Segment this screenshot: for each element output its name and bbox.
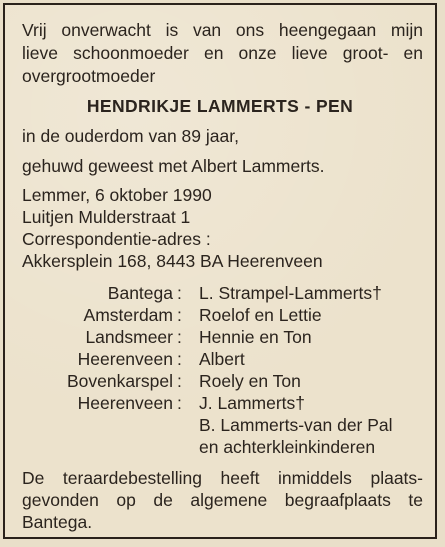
correspondence-label: Correspondentie-adres : bbox=[22, 229, 211, 249]
relative-colon: : bbox=[177, 327, 182, 347]
marriage-text: gehuwd geweest met Albert Lammerts. bbox=[22, 156, 325, 176]
intro-line-1: Vrij onverwacht is van ons heengegaan mijn bbox=[22, 20, 423, 40]
relative-place: Bantega bbox=[107, 283, 173, 303]
relative-colon: : bbox=[177, 349, 182, 369]
age-text: in de ouderdom van 89 jaar, bbox=[22, 126, 239, 146]
relative-row bbox=[5, 414, 435, 436]
intro-line-2: lieve schoonmoeder en onze lieve groot- en bbox=[22, 43, 423, 63]
death-notice bbox=[3, 3, 437, 539]
relative-row bbox=[5, 282, 435, 304]
relative-place: Landsmeer bbox=[85, 327, 173, 347]
relative-row bbox=[5, 348, 435, 370]
relative-names: J. Lammerts† bbox=[199, 393, 305, 413]
relative-names: Albert bbox=[199, 349, 245, 369]
street-address: Luitjen Mulderstraat 1 bbox=[22, 207, 191, 227]
relative-names: Roely en Ton bbox=[199, 371, 301, 391]
intro-line-3: overgrootmoeder bbox=[22, 66, 156, 86]
closing-line-1: De teraardebestelling heeft inmiddels plaats- bbox=[22, 468, 423, 488]
relative-place: Amsterdam bbox=[83, 305, 173, 325]
relative-row bbox=[5, 326, 435, 348]
relative-row bbox=[5, 370, 435, 392]
closing-line-2: gevonden op de algemene begraafplaats te bbox=[22, 490, 423, 510]
relative-row bbox=[5, 304, 435, 326]
relative-names: B. Lammerts-van der Pal bbox=[199, 415, 393, 435]
deceased-name: HENDRIKJE LAMMERTS - PEN bbox=[86, 96, 354, 116]
relative-colon: : bbox=[177, 283, 182, 303]
relative-names: Hennie en Ton bbox=[199, 327, 312, 347]
relative-colon: : bbox=[177, 305, 182, 325]
place-date: Lemmer, 6 oktober 1990 bbox=[22, 185, 212, 205]
relative-place: Heerenveen bbox=[77, 393, 173, 413]
relative-names: Roelof en Lettie bbox=[199, 305, 322, 325]
relative-names: L. Strampel-Lammerts† bbox=[199, 283, 382, 303]
correspondence-address: Akkersplein 168, 8443 BA Heerenveen bbox=[22, 251, 323, 271]
relative-place: Bovenkarspel bbox=[66, 371, 173, 391]
relative-names: en achterkleinkinderen bbox=[199, 437, 376, 457]
relative-row bbox=[5, 392, 435, 414]
closing-line-3: Bantega. bbox=[22, 512, 93, 532]
relative-row bbox=[5, 436, 435, 458]
relative-colon: : bbox=[177, 371, 182, 391]
relative-colon: : bbox=[177, 393, 182, 413]
relative-place: Heerenveen bbox=[77, 349, 173, 369]
